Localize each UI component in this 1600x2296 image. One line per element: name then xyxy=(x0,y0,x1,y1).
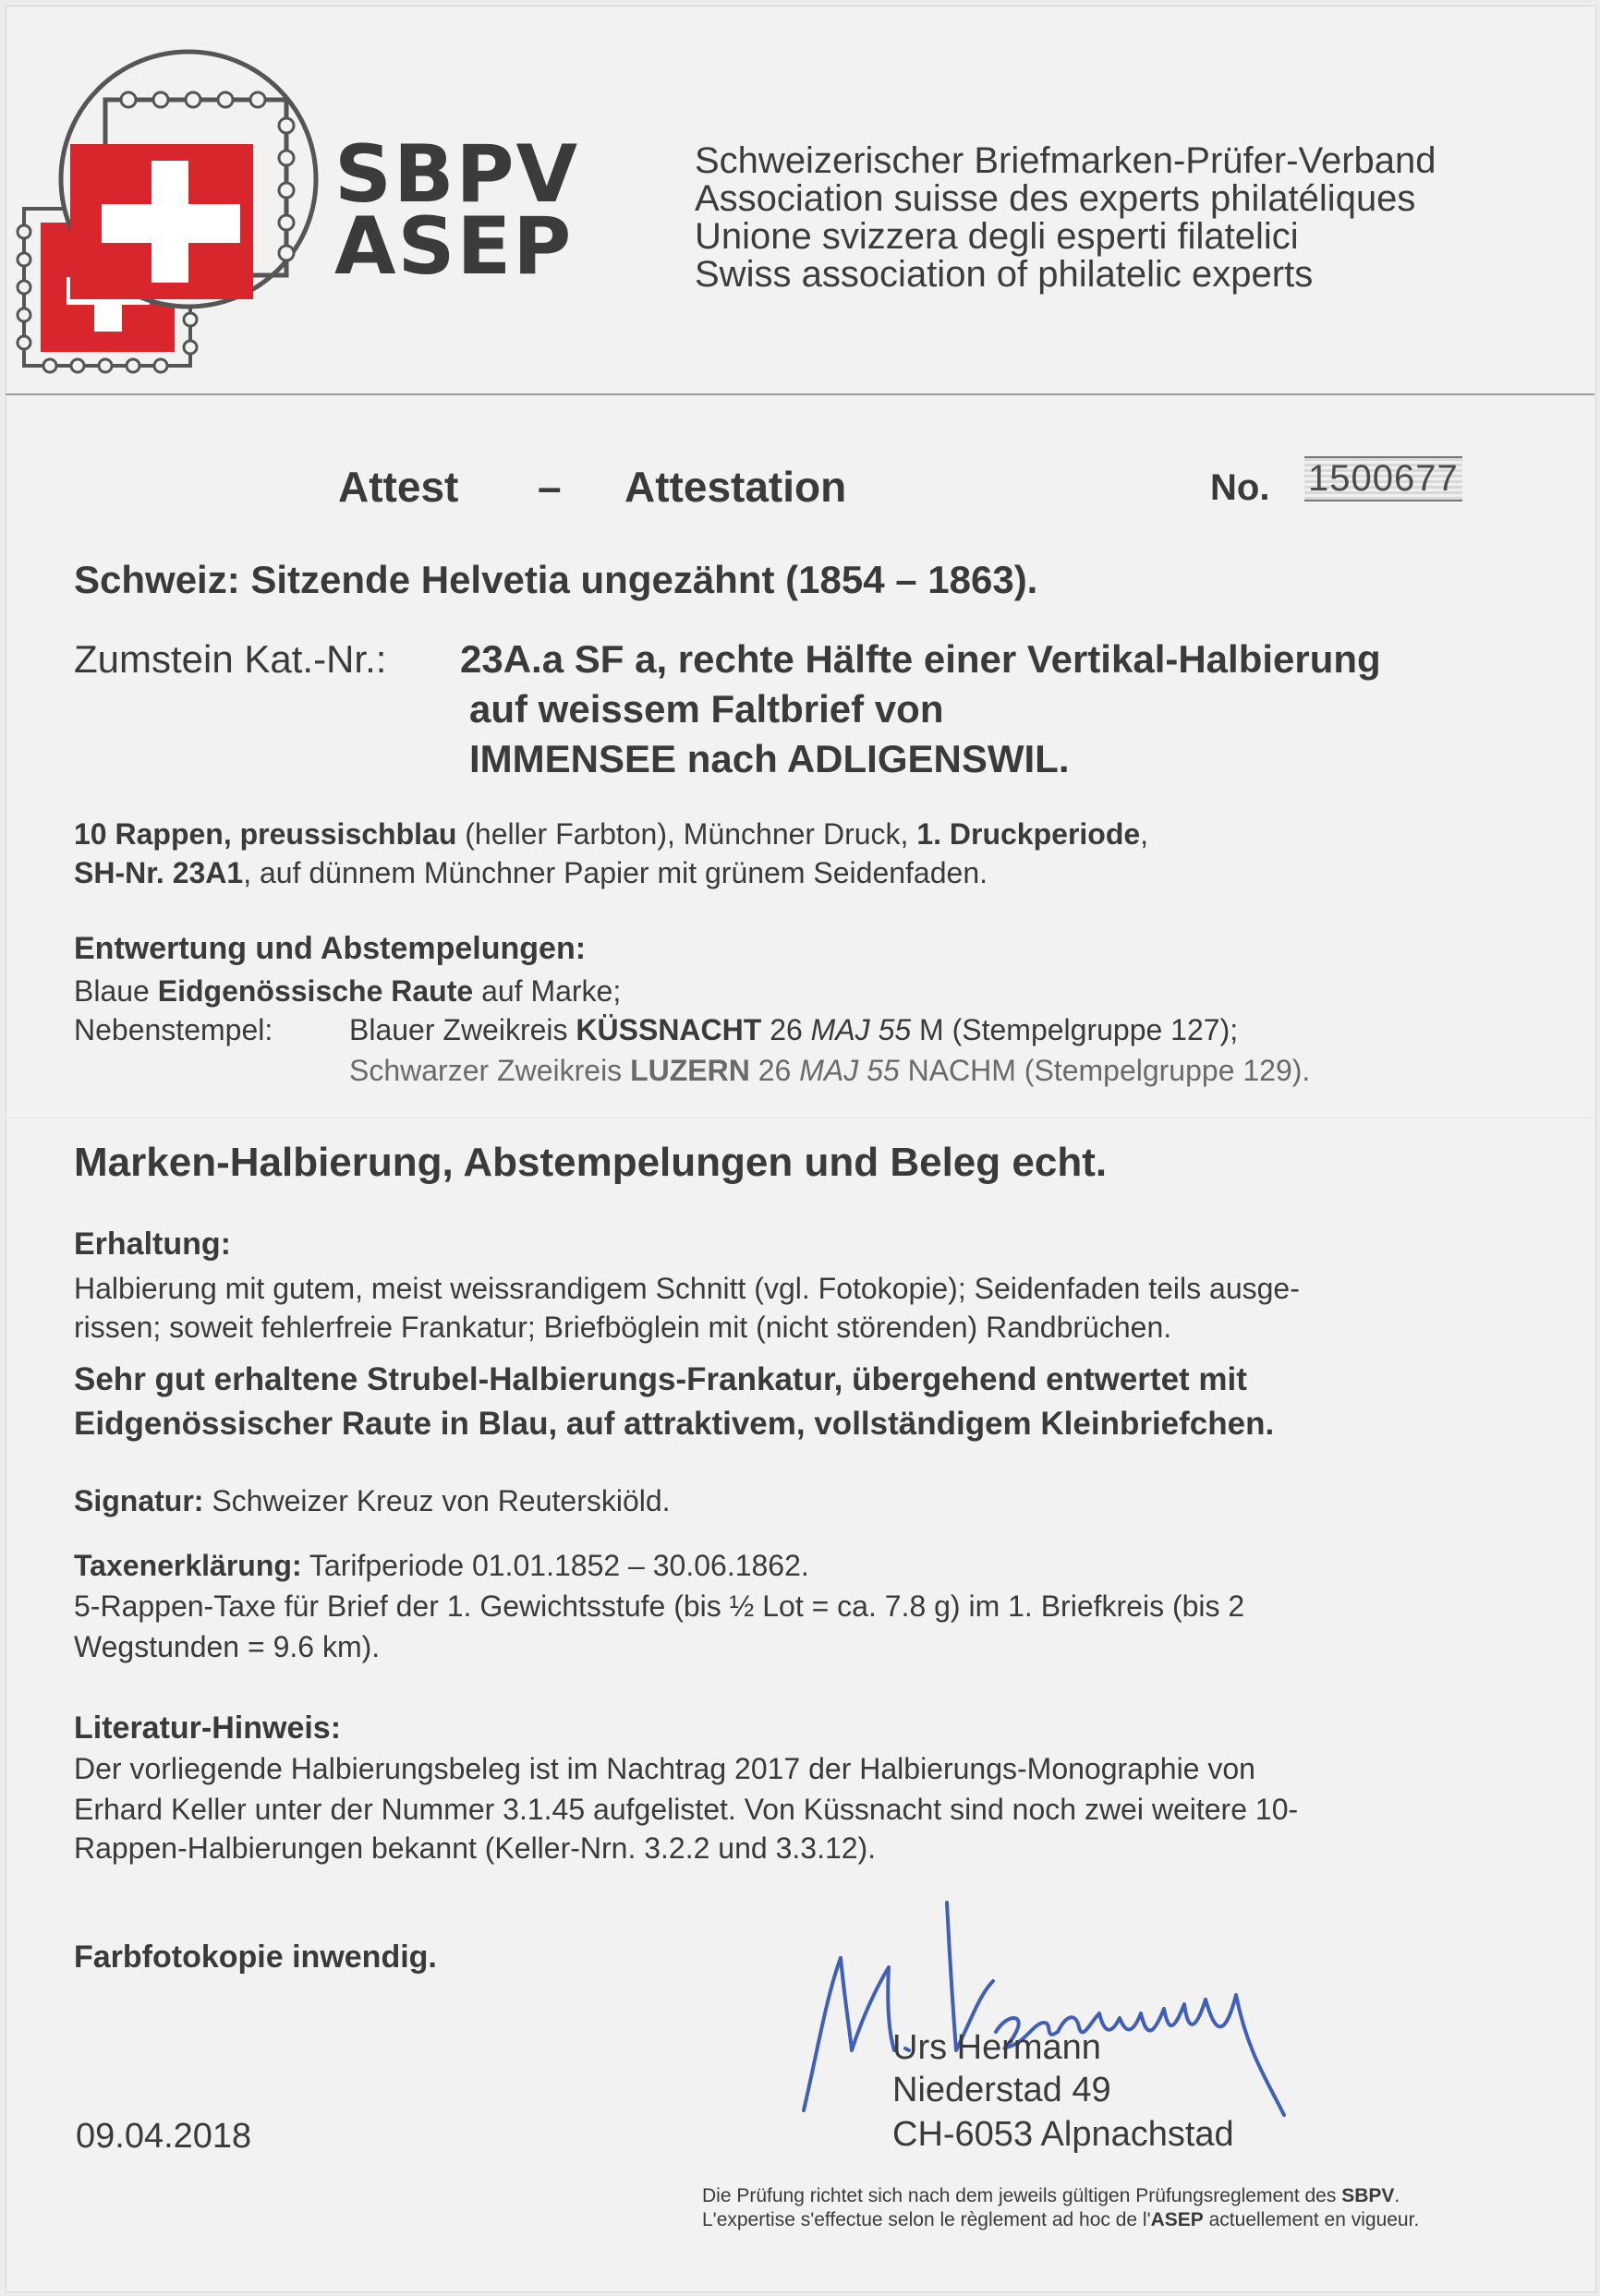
taxe-label: Taxenerklärung: xyxy=(74,1549,302,1582)
cancel-type: Eidgenössische Raute xyxy=(157,974,474,1008)
postmark-1-date: MAJ 55 xyxy=(810,1013,912,1046)
paper-fold-crease xyxy=(6,1118,1594,1120)
taxe-period: Tarifperiode 01.01.1852 – 30.06.1862. xyxy=(301,1549,809,1582)
postmark-1-group: M (Stempelgruppe 127); xyxy=(911,1013,1239,1046)
association-name-de: Schweizerischer Briefmarken-Prüfer-Verband xyxy=(695,140,1436,181)
signer-city: CH-6053 Alpnachstad xyxy=(892,2115,1234,2154)
logo-text-sbpv: SBPV xyxy=(334,128,580,221)
taxe-line-2: 5-Rappen-Taxe für Brief der 1. Gewichtsstufe (bis ½ Lot = ca. 7.8 g) im 1. Briefkreis (bis 2 xyxy=(74,1589,1245,1623)
condition-line-2: rissen; soweit fehlerfreie Frankatur; Briefböglein mit (nicht störenden) Randbrüchen. xyxy=(74,1311,1172,1344)
literatur-line-2: Erhard Keller unter der Nummer 3.1.45 aufgelistet. Von Küssnacht sind noch zwei weitere 10- xyxy=(74,1793,1299,1826)
footer-de-text: Die Prüfung richtet sich nach dem jeweils gültigen Prüfungsreglement des xyxy=(702,2185,1342,2206)
stamp-value-color: 10 Rappen, preussischblau xyxy=(74,817,457,851)
logo-text-asep: ASEP xyxy=(334,200,574,293)
title-attestation: Attestation xyxy=(624,463,847,511)
certificate-number: 1500677 xyxy=(1304,456,1462,501)
certificate-number-label: No. xyxy=(1210,467,1270,508)
postmark-1-type: Blauer Zweikreis xyxy=(349,1013,576,1046)
cancellation-heading: Entwertung und Abstempelungen: xyxy=(74,931,587,966)
paper-description: , auf dünnem Münchner Papier mit grünem Seidenfaden. xyxy=(243,856,988,889)
condition-heading: Erhaltung: xyxy=(74,1227,231,1262)
signer-street: Niederstad 49 xyxy=(892,2071,1111,2109)
stamp-shade-print: (heller Farbton), Münchner Druck, xyxy=(456,817,917,851)
cancellation-line-2 xyxy=(349,1012,1238,1048)
association-name-en: Swiss association of philatelic experts xyxy=(695,254,1314,295)
front-stamp-icon xyxy=(61,52,316,307)
postmark-1-town: KÜSSNACHT xyxy=(576,1013,762,1046)
footer-fr-asep: ASEP xyxy=(1150,2209,1204,2230)
condition-summary-line-2: Eidgenössischer Raute in Blau, auf attraktivem, vollständigem Kleinbriefchen. xyxy=(74,1406,1275,1442)
condition-line-1: Halbierung mit gutem, meist weissrandigem Schnitt (vgl. Fotokopie); Seidenfaden teils ausge- xyxy=(74,1272,1300,1305)
catalog-label: Zumstein Kat.-Nr.: xyxy=(74,637,387,681)
postmark-1-day: 26 xyxy=(761,1013,811,1046)
footer-line-fr xyxy=(702,2207,1419,2232)
literatur-heading xyxy=(74,1710,341,1746)
title-attest: Attest xyxy=(338,463,459,511)
postmark-2-day: 26 xyxy=(749,1054,800,1087)
signatur-text: Schweizer Kreuz von Reuterskiöld. xyxy=(203,1484,671,1517)
footer-fr-text: L'expertise s'effectue selon le règlement ad hoc de l' xyxy=(702,2209,1151,2230)
literatur-heading-text: Literatur-Hinweis: xyxy=(74,1710,342,1746)
literatur-line-3: Rappen-Halbierungen bekannt (Keller-Nrn. 3.2.2 und 3.3.12). xyxy=(74,1831,877,1865)
neben-label: Nebenstempel: xyxy=(74,1013,273,1046)
title-dash: – xyxy=(538,463,562,511)
cancel-color: Blaue xyxy=(74,974,158,1008)
footer-de-end: . xyxy=(1394,2185,1400,2206)
association-name-fr: Association suisse des experts philatéliques xyxy=(695,178,1416,219)
stamp-description-line-2 xyxy=(74,855,988,891)
punctuation: , xyxy=(1140,817,1149,851)
footer-de-sbpv: SBPV xyxy=(1341,2185,1395,2206)
condition-summary-line-1: Sehr gut erhaltene Strubel-Halbierungs-Frankatur, übergehend entwertet mit xyxy=(74,1361,1247,1397)
subject-heading: Schweiz: Sitzende Helvetia ungezähnt (1854 – 1863). xyxy=(74,558,1038,601)
taxe-line-3: Wegstunden = 9.6 km). xyxy=(74,1630,381,1663)
catalog-line-2: auf weissem Faltbrief von xyxy=(469,687,944,731)
footer-fr-end: actuellement en vigueur. xyxy=(1203,2209,1420,2230)
color-photocopy-note: Farbfotokopie inwendig. xyxy=(74,1940,437,1975)
signer-name: Urs Hermann xyxy=(892,2028,1101,2067)
postmark-2-town: LUZERN xyxy=(630,1054,750,1087)
stamp-print-period: 1. Druckperiode xyxy=(916,817,1141,851)
header-divider xyxy=(6,393,1594,395)
signatur-line xyxy=(74,1483,671,1519)
issue-date: 09.04.2018 xyxy=(76,2117,252,2156)
footer-line-de xyxy=(702,2183,1400,2208)
taxe-line-1 xyxy=(74,1548,809,1584)
association-name-it: Unione svizzera degli esperti filatelici xyxy=(695,216,1299,257)
catalog-line-3: IMMENSEE nach ADLIGENSWIL. xyxy=(469,737,1070,780)
postmark-2-date: MAJ 55 xyxy=(799,1054,900,1087)
postmark-2-type: Schwarzer Zweikreis xyxy=(349,1054,631,1087)
verdict: Marken-Halbierung, Abstempelungen und Beleg echt. xyxy=(74,1140,1108,1185)
cancellation-line-3 xyxy=(349,1053,1310,1089)
postmark-2-group: NACHM (Stempelgruppe 129). xyxy=(899,1054,1311,1087)
catalog-line-1: 23A.a SF a, rechte Hälfte einer Vertikal-Halbierung xyxy=(460,637,1381,681)
literatur-line-1: Der vorliegende Halbierungsbeleg ist im Nachtrag 2017 der Halbierungs-Monographie von xyxy=(74,1752,1255,1785)
sh-number: SH-Nr. 23A1 xyxy=(74,856,244,889)
stamp-description-line-1 xyxy=(74,816,1148,852)
cancel-location: auf Marke; xyxy=(473,974,622,1008)
sbpv-logo-emblem xyxy=(13,42,327,375)
signatur-label: Signatur: xyxy=(74,1484,204,1517)
cancellation-line-1 xyxy=(74,973,621,1009)
